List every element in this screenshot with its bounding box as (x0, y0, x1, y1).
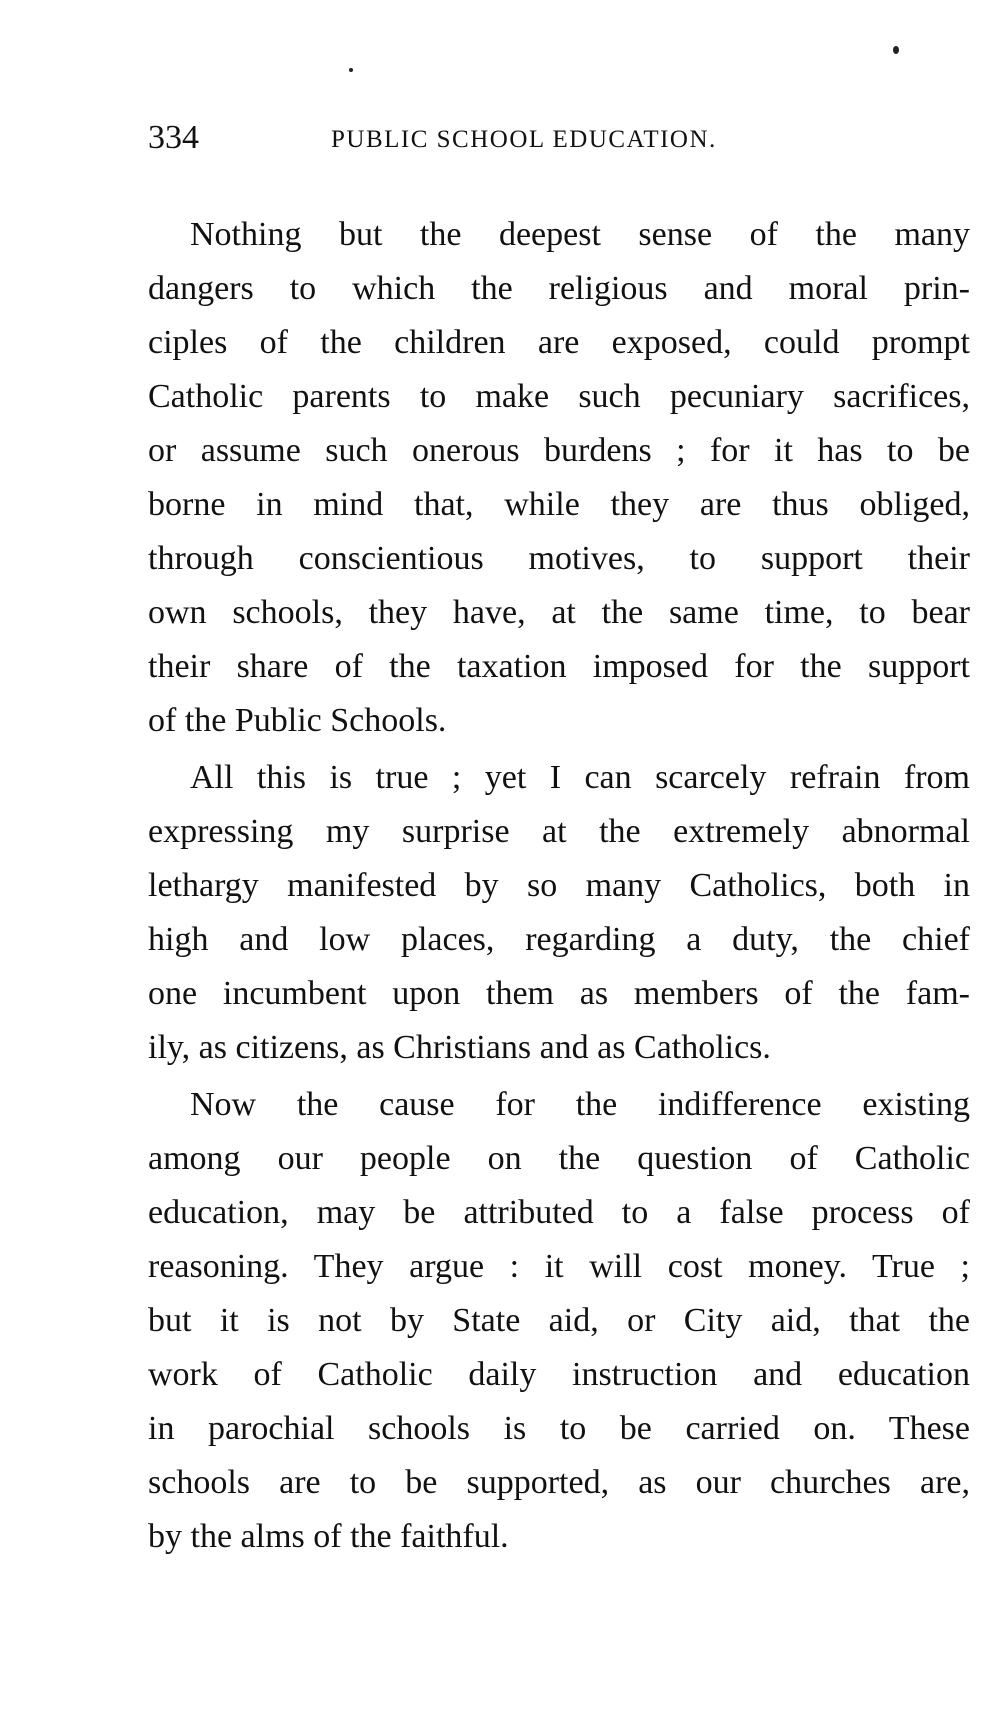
text-line: but it is not by State aid, or City aid, that the (148, 1302, 970, 1339)
text-line: All this is true ; yet I can scarcely refrain from (190, 759, 970, 796)
text-line: borne in mind that, while they are thus obliged, (148, 486, 970, 523)
text-line: Catholic parents to make such pecuniary sacrifices, (148, 378, 970, 415)
text-line: in parochial schools is to be carried on. These (148, 1410, 970, 1447)
text-line: ciples of the children are exposed, could prompt (148, 324, 970, 361)
text-line: work of Catholic daily instruction and education (148, 1356, 970, 1393)
paragraph-1 (148, 208, 970, 748)
text-line: among our people on the question of Catholic (148, 1140, 970, 1177)
text-line: or assume such onerous burdens ; for it has to be (148, 432, 970, 469)
text-line: one incumbent upon them as members of the fam- (148, 975, 970, 1012)
running-head: PUBLIC SCHOOL EDUCATION. (331, 126, 717, 153)
text-line: their share of the taxation imposed for the support (148, 648, 970, 685)
page-header (148, 118, 968, 162)
text-line: Nothing but the deepest sense of the many (190, 216, 970, 253)
text-line: schools are to be supported, as our churches are, (148, 1464, 970, 1501)
text-line: lethargy manifested by so many Catholics, both in (148, 867, 970, 904)
text-line: own schools, they have, at the same time, to bear (148, 594, 970, 631)
body-text (148, 208, 970, 1567)
text-line: ily, as citizens, as Christians and as Catholics. (148, 1029, 771, 1066)
page-number: 334 (148, 119, 199, 156)
text-line: dangers to which the religious and moral prin- (148, 270, 970, 307)
text-line: through conscientious motives, to support their (148, 540, 970, 577)
text-line: education, may be attributed to a false process of (148, 1194, 970, 1231)
text-line: of the Public Schools. (148, 702, 447, 739)
paragraph-2 (148, 751, 970, 1075)
text-line: expressing my surprise at the extremely abnormal (148, 813, 970, 850)
text-line: Now the cause for the indifference existing (190, 1086, 970, 1123)
text-line: by the alms of the faithful. (148, 1518, 509, 1555)
ink-speck (349, 68, 353, 72)
ink-speck (893, 46, 899, 54)
text-line: high and low places, regarding a duty, the chief (148, 921, 970, 958)
paragraph-3 (148, 1078, 970, 1564)
text-line: reasoning. They argue : it will cost money. True ; (148, 1248, 970, 1285)
